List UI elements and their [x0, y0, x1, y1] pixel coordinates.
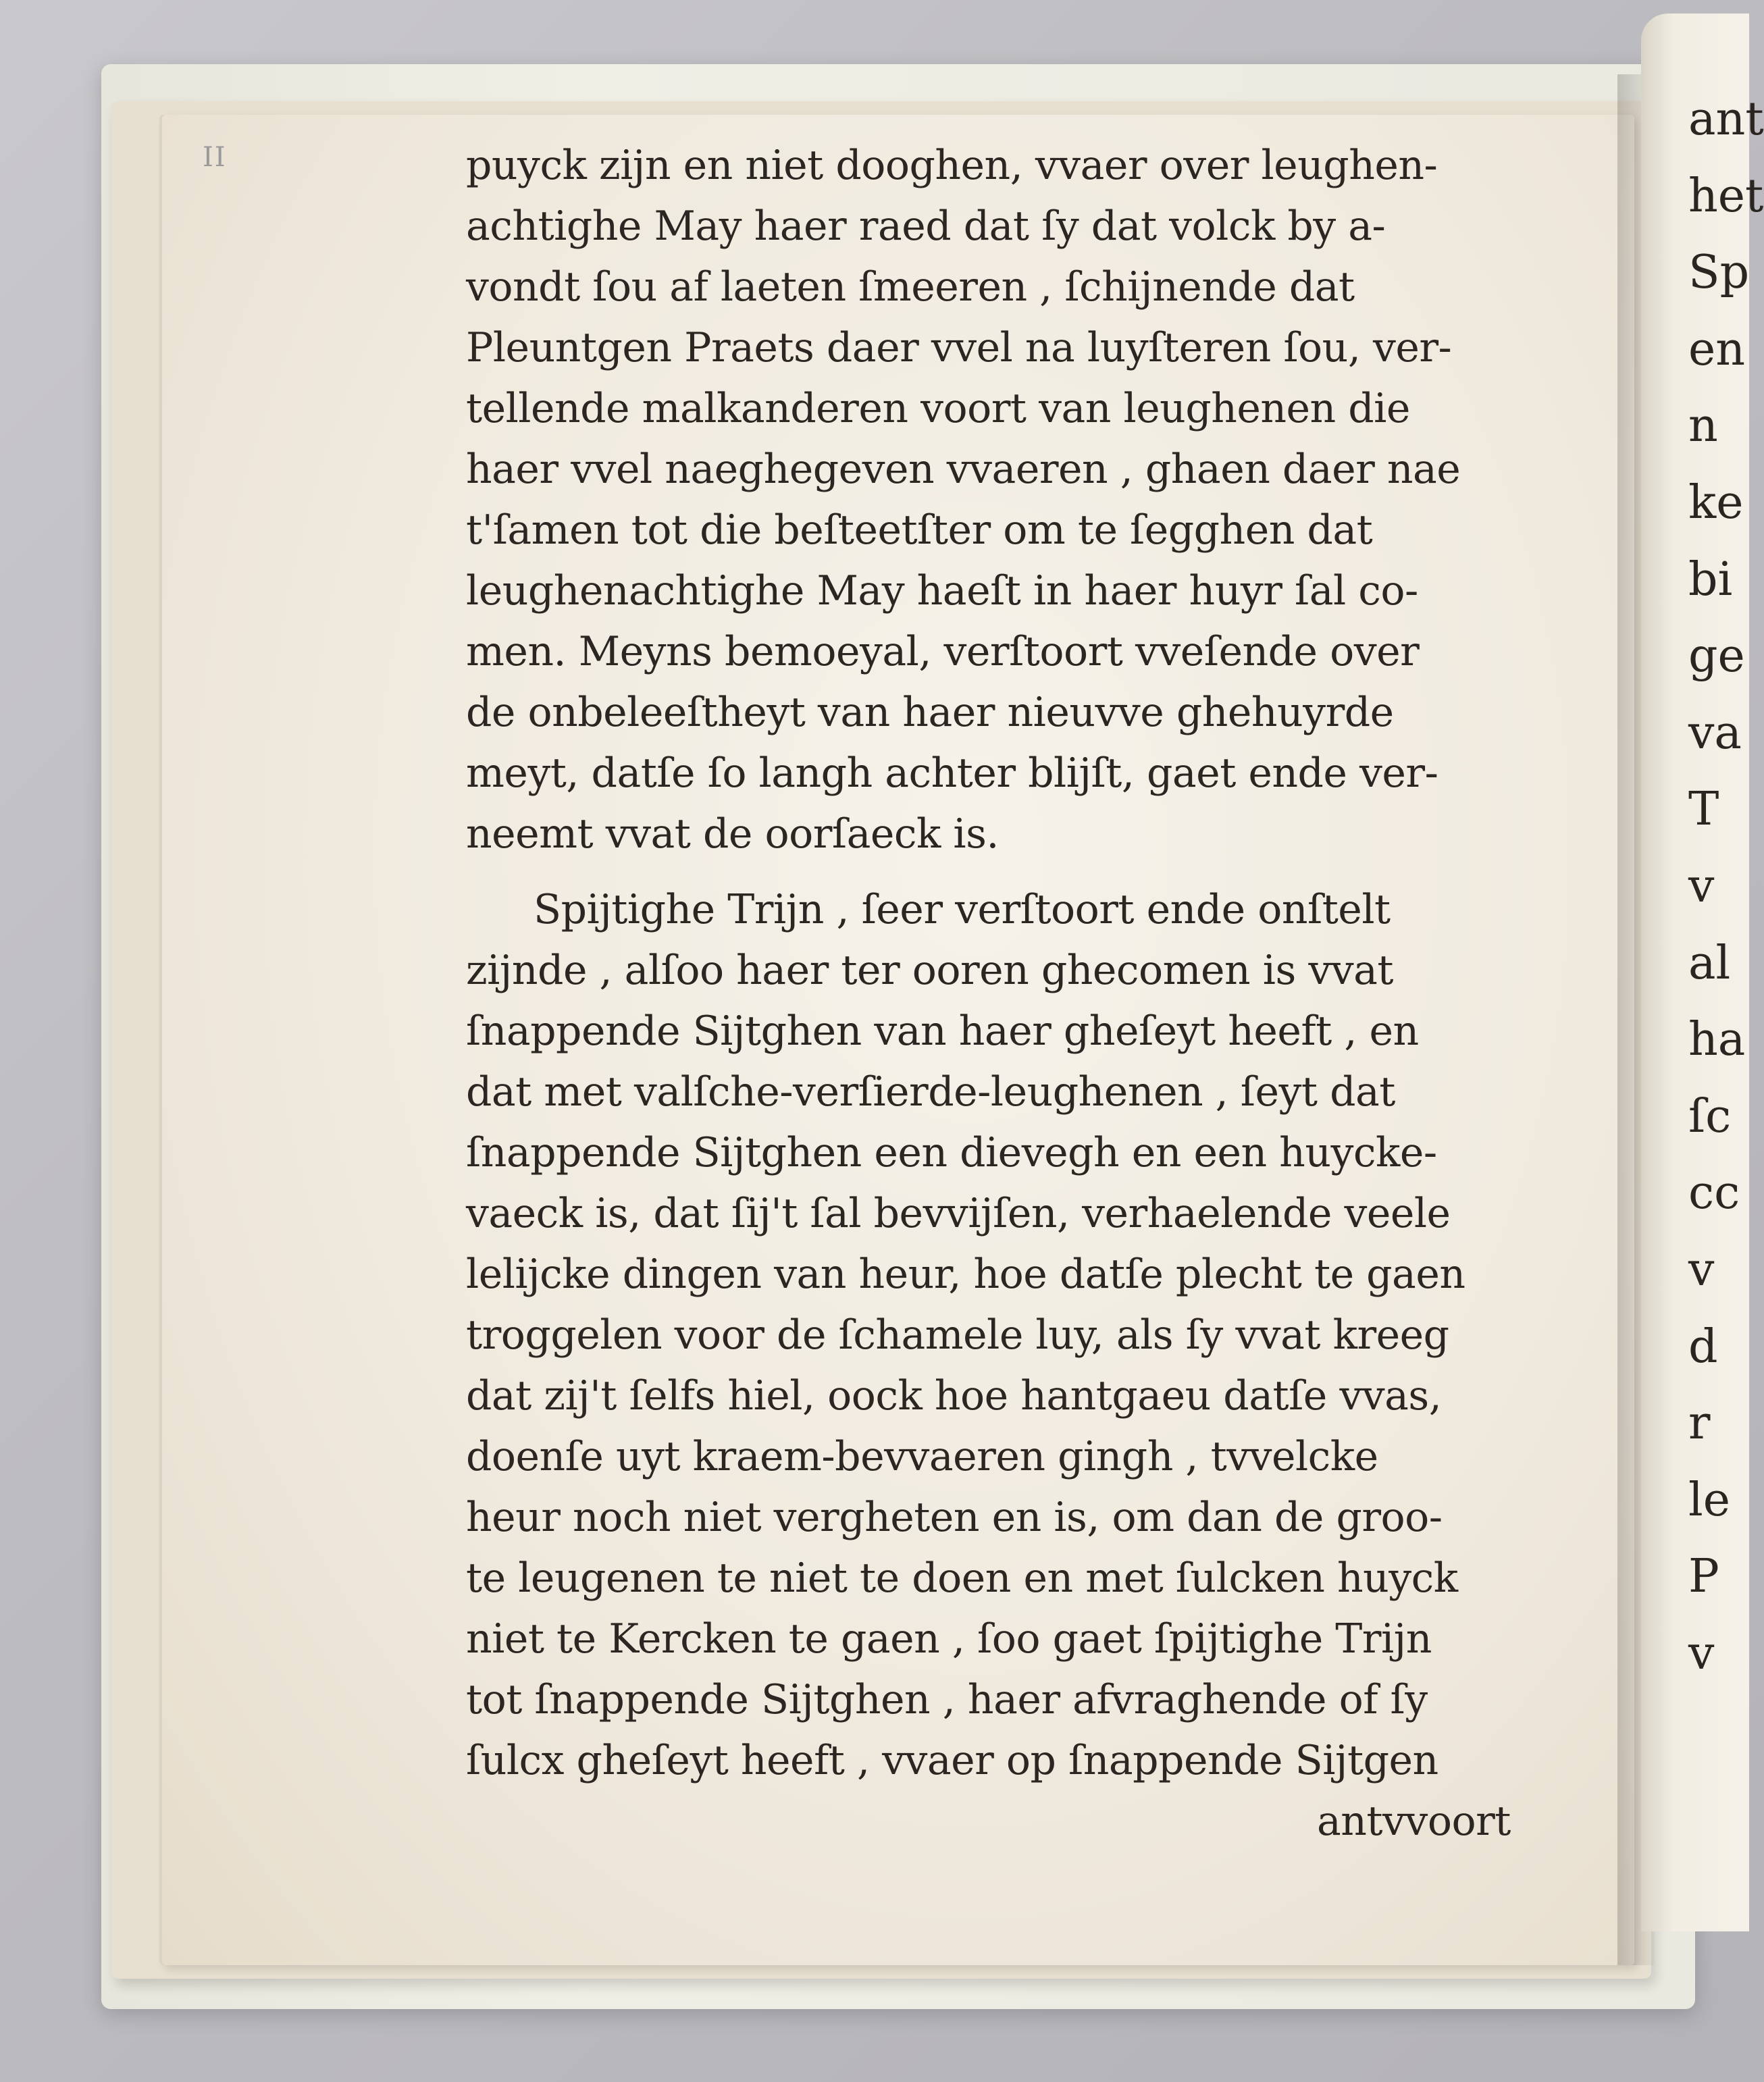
- text-line: ſulcx gheſeyt heeft , vvaer op ſnappende Sijtgen: [466, 1737, 1438, 1784]
- facing-line: T: [1688, 783, 1719, 837]
- right-page: [1641, 14, 1764, 1931]
- text-line: haer vvel naeghegeven vvaeren , ghaen daer nae: [466, 446, 1461, 493]
- text-line: ſnappende Sijtghen een dievegh en een huycke-: [466, 1129, 1437, 1176]
- facing-line: het: [1688, 169, 1764, 223]
- text-line: vondt ſou af laeten ſmeeren , ſchijnende dat: [466, 263, 1355, 311]
- text-line: achtighe May haer raed dat ſy dat volck by a-: [466, 203, 1386, 250]
- facing-line: Sp: [1688, 246, 1750, 300]
- text-line: lelijcke dingen van heur, hoe datſe plecht te gaen: [466, 1251, 1465, 1298]
- text-line: dat met valſche-verſierde-leughenen , ſeyt dat: [466, 1068, 1395, 1116]
- text-line: de onbeleeſtheyt van haer nieuvve ghehuyrde: [466, 689, 1394, 736]
- facing-line: d: [1688, 1320, 1718, 1374]
- paragraph-break: [466, 864, 1547, 879]
- facing-line: v: [1688, 1243, 1715, 1297]
- text-line: zijnde , alſoo haer ter ooren ghecomen is vvat: [466, 947, 1393, 994]
- text-line: puyck zijn en niet dooghen, vvaer over leughen-: [466, 142, 1438, 189]
- text-line: doenſe uyt kraem-bevvaeren gingh , tvvelcke: [466, 1433, 1378, 1480]
- facing-line: ant: [1688, 93, 1764, 146]
- text-line: men. Meyns bemoeyal, verſtoort vveſende over: [466, 628, 1420, 675]
- text-line: tellende malkanderen voort van leughenen die: [466, 385, 1410, 432]
- facing-line: ke: [1688, 475, 1744, 529]
- facing-line: va: [1688, 706, 1742, 760]
- text-line: Spijtighe Trijn , ſeer verſtoort ende onſtelt: [534, 886, 1391, 933]
- facing-line: le: [1688, 1473, 1730, 1527]
- facing-line: n: [1688, 399, 1718, 453]
- facing-line: v: [1688, 859, 1715, 913]
- facing-line: bi: [1688, 552, 1733, 606]
- text-line: meyt, datſe ſo langh achter blijſt, gaet ende ver-: [466, 750, 1438, 797]
- catchword: antvvoort: [1317, 1798, 1511, 1845]
- facing-line: ſc: [1688, 1089, 1732, 1143]
- text-line: t'ſamen tot die beſteetſter om te ſegghen dat: [466, 506, 1373, 554]
- facing-line: ge: [1688, 629, 1745, 683]
- text-line: troggelen voor de ſchamele luy, als ſy vvat kreeg: [466, 1311, 1449, 1359]
- text-line: Pleuntgen Praets daer vvel na luyſteren ſou, ver-: [466, 324, 1452, 371]
- text-line: niet te Kercken te gaen , ſoo gaet ſpijtighe Trijn: [466, 1615, 1432, 1663]
- facing-line: v: [1688, 1626, 1715, 1680]
- facing-line: r: [1688, 1397, 1711, 1451]
- facing-line: ha: [1688, 1013, 1746, 1067]
- pencil-page-mark: II: [203, 142, 227, 173]
- page-body-text: [466, 135, 1547, 1852]
- text-line: leughenachtighe May haeſt in haer huyr ſal co-: [466, 567, 1418, 615]
- facing-page-text: [1688, 81, 1764, 1692]
- facing-line: P: [1688, 1550, 1719, 1604]
- text-line: te leugenen te niet te doen en met ſulcken huyck: [466, 1555, 1458, 1602]
- text-line: ſnappende Sijtghen van haer gheſeyt heeft , en: [466, 1008, 1419, 1055]
- text-line: tot ſnappende Sijtghen , haer afvraghende of ſy: [466, 1676, 1428, 1723]
- text-line: heur noch niet vergheten en is, om dan de groo-: [466, 1494, 1443, 1541]
- text-line: neemt vvat de oorſaeck is.: [466, 810, 999, 858]
- facing-line: al: [1688, 936, 1731, 990]
- facing-line: cc: [1688, 1166, 1740, 1220]
- text-line: vaeck is, dat ſij't ſal bevvijſen, verhaelende veele: [466, 1190, 1451, 1237]
- text-line: dat zij't ſelfs hiel, oock hoe hantgaeu datſe vvas,: [466, 1372, 1442, 1420]
- facing-line: en: [1688, 322, 1746, 376]
